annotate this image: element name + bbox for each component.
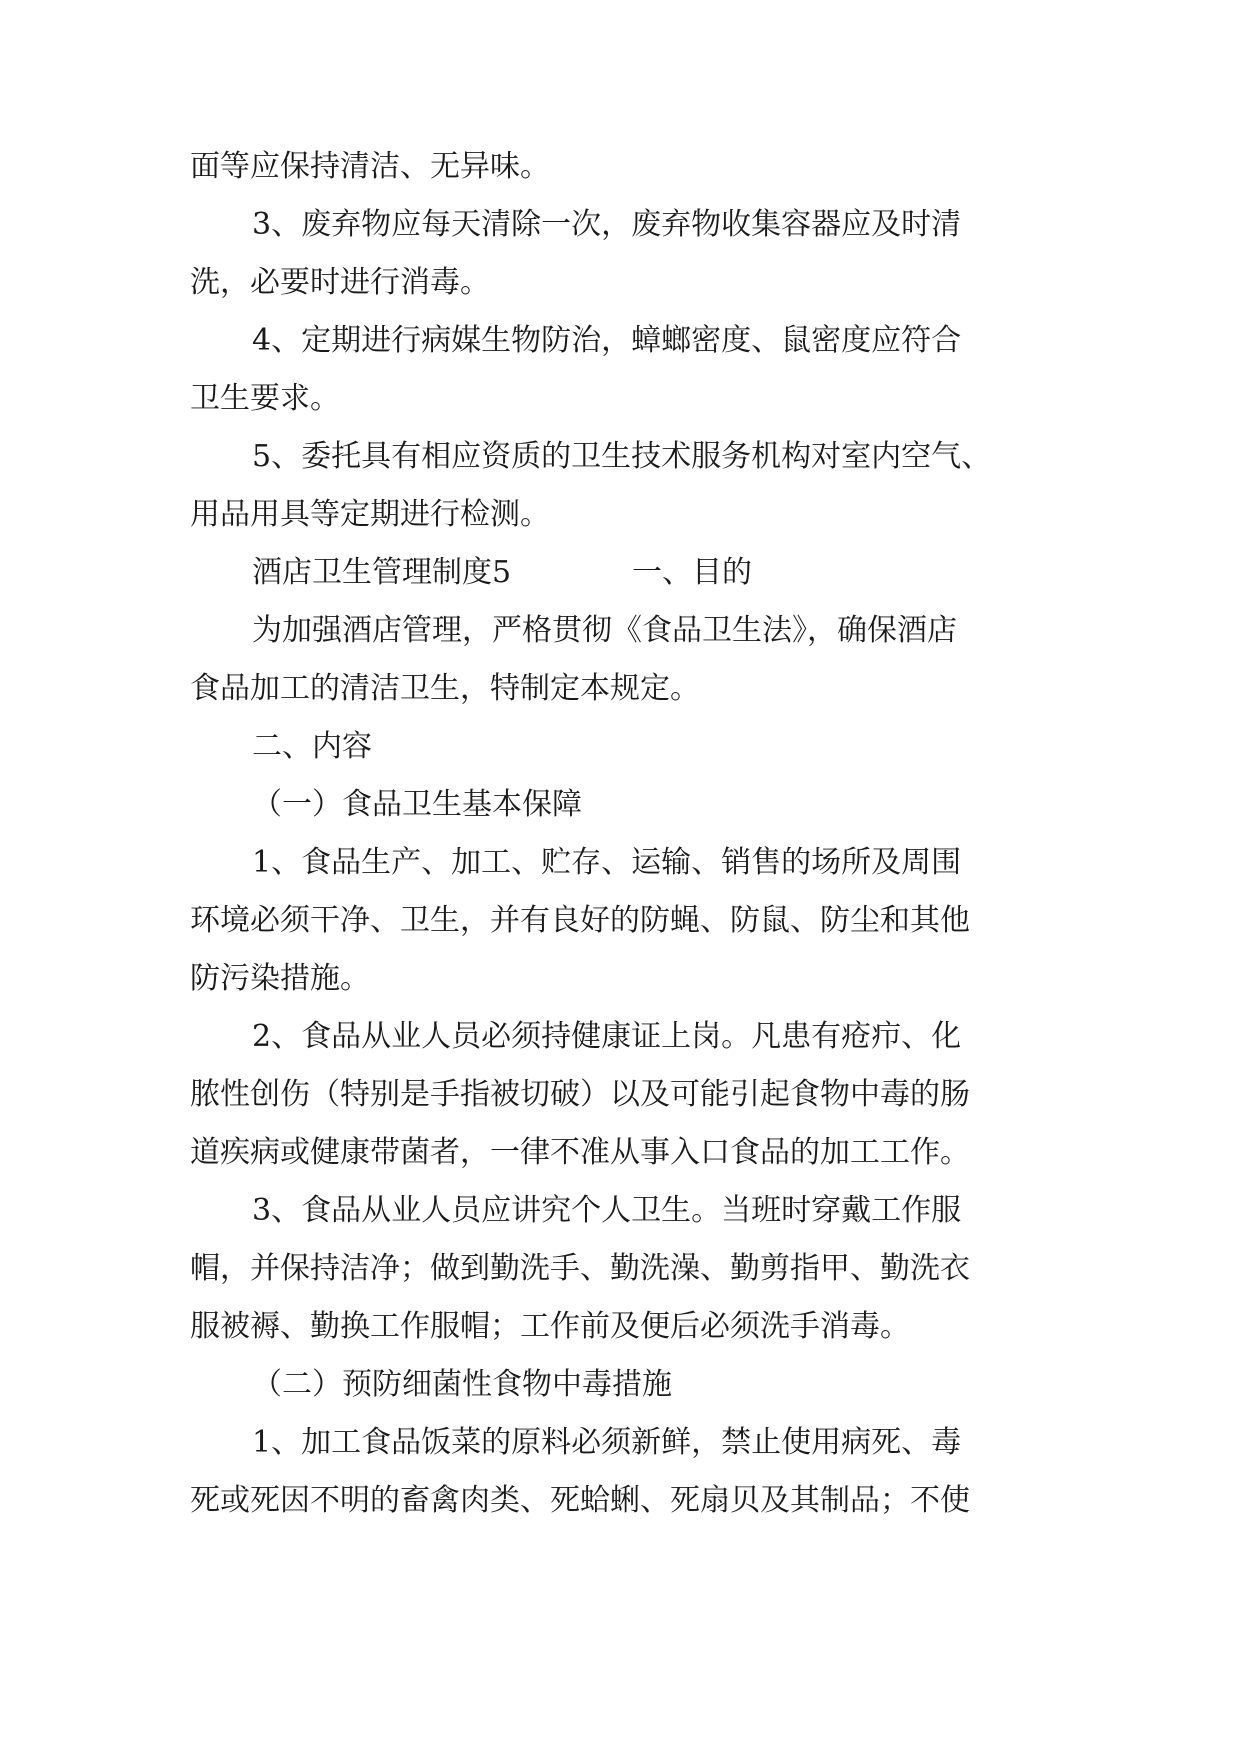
- section-heading: 一、目的: [632, 555, 752, 590]
- subsection-heading: （一）食品卫生基本保障: [252, 787, 582, 822]
- text-line: 4、定期进行病媒生物防治，蟑螂密度、鼠密度应符合: [252, 323, 962, 358]
- text-line: 防污染措施。: [190, 961, 370, 996]
- section-title: 酒店卫生管理制度5: [252, 555, 512, 590]
- text-line: 脓性创伤（特别是手指被切破）以及可能引起食物中毒的肠: [190, 1077, 970, 1112]
- text-line: 5、委托具有相应资质的卫生技术服务机构对室内空气、: [252, 439, 992, 474]
- text-line: 环境必须干净、卫生，并有良好的防蝇、防鼠、防尘和其他: [190, 903, 970, 938]
- text-line: 3、废弃物应每天清除一次，废弃物收集容器应及时清: [252, 207, 962, 242]
- text-line: 1、加工食品饭菜的原料必须新鲜，禁止使用病死、毒: [252, 1425, 962, 1460]
- text-line: 食品加工的清洁卫生，特制定本规定。: [190, 671, 700, 706]
- text-line: 道疾病或健康带菌者，一律不准从事入口食品的加工工作。: [190, 1135, 970, 1170]
- text-line: 服被褥、勤换工作服帽；工作前及便后必须洗手消毒。: [190, 1309, 910, 1344]
- text-line: 死或死因不明的畜禽肉类、死蛤蜊、死扇贝及其制品；不使: [190, 1483, 970, 1518]
- text-line: 面等应保持清洁、无异味。: [190, 149, 550, 184]
- text-line: 卫生要求。: [190, 381, 340, 416]
- text-line: 3、食品从业人员应讲究个人卫生。当班时穿戴工作服: [252, 1193, 962, 1228]
- text-line: 帽，并保持洁净；做到勤洗手、勤洗澡、勤剪指甲、勤洗衣: [190, 1251, 970, 1286]
- text-line: 用品用具等定期进行检测。: [190, 497, 550, 532]
- text-line: 1、食品生产、加工、贮存、运输、销售的场所及周围: [252, 845, 962, 880]
- text-line: 洗，必要时进行消毒。: [190, 265, 490, 300]
- text-line: 2、食品从业人员必须持健康证上岗。凡患有疮疖、化: [252, 1019, 962, 1054]
- text-line: 为加强酒店管理，严格贯彻《食品卫生法》，确保酒店: [252, 613, 957, 648]
- section-heading: 二、内容: [252, 729, 372, 764]
- subsection-heading: （二）预防细菌性食物中毒措施: [252, 1367, 672, 1402]
